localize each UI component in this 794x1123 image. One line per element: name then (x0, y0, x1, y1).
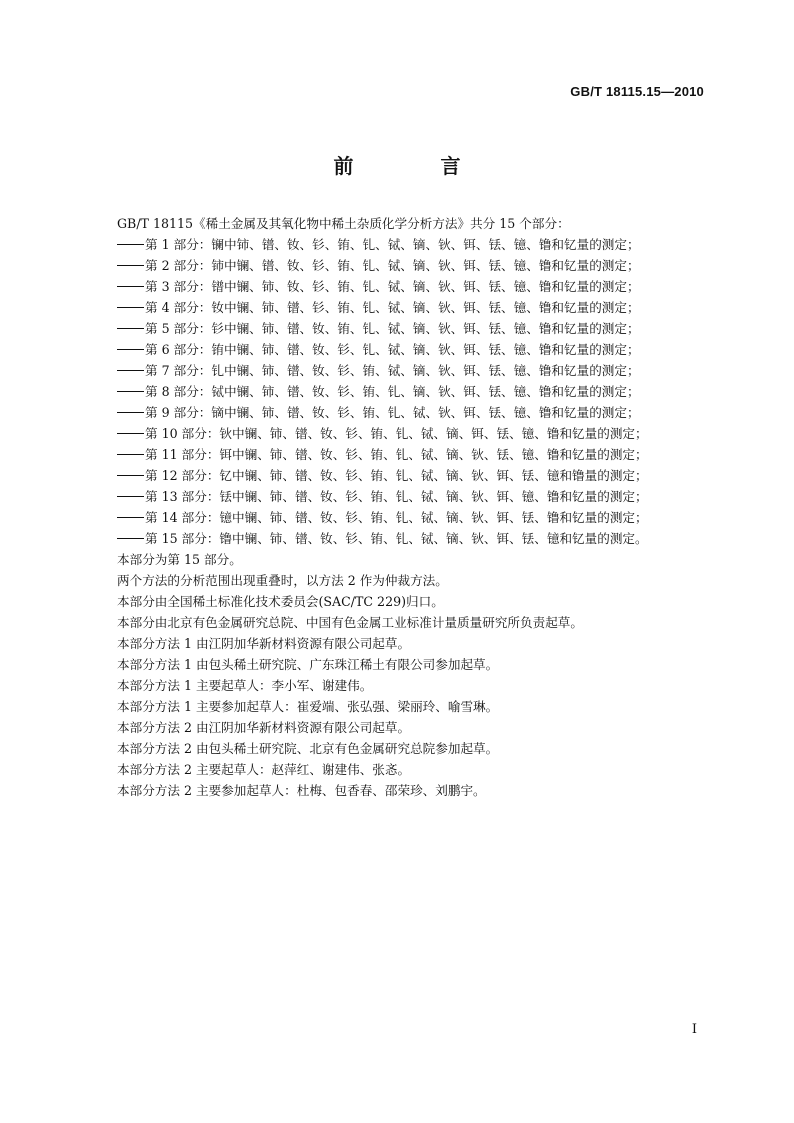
part-text: 第 11 部分：铒中镧、铈、镨、钕、钐、铕、钆、铽、镝、钬、铥、镱、镥和钇量的测定； (145, 447, 648, 462)
part-text: 第 12 部分：钇中镧、铈、镨、钕、钐、铕、钆、铽、镝、钬、铒、铥、镱和镥量的测定； (145, 468, 648, 483)
statement-line: 本部分方法 1 主要参加起草人：崔爱端、张弘强、梁丽玲、喻雪琳。 (117, 699, 499, 714)
statement-line: 本部分由北京有色金属研究总院、中国有色金属工业标准计量质量研究所负责起草。 (117, 615, 583, 630)
part-item (117, 276, 717, 297)
em-dash-icon (117, 349, 144, 350)
part-text: 第 15 部分：镥中镧、铈、镨、钕、钐、铕、钆、铽、镝、钬、铒、铥、镱和钇量的测定。 (145, 531, 648, 546)
em-dash-icon (117, 454, 144, 455)
statement-line: 本部分由全国稀土标准化技术委员会(SAC/TC 229)归口。 (117, 594, 444, 609)
part-item (117, 507, 717, 528)
part-text: 第 13 部分：铥中镧、铈、镨、钕、钐、铕、钆、铽、镝、钬、铒、镱、镥和钇量的测定； (145, 489, 648, 504)
em-dash-icon (117, 244, 144, 245)
part-text: 第 7 部分：钆中镧、铈、镨、钕、钐、铕、铽、镝、钬、铒、铥、镱、镥和钇量的测定； (145, 363, 640, 378)
part-item (117, 339, 717, 360)
part-item (117, 486, 717, 507)
intro-line: GB/T 18115《稀土金属及其氧化物中稀土杂质化学分析方法》共分 15 个部分： (117, 216, 570, 231)
em-dash-icon (117, 328, 144, 329)
statement-line: 本部分方法 2 主要参加起草人：杜梅、包香春、邵荣珍、刘鹏宇。 (117, 783, 486, 798)
part-text: 第 3 部分：镨中镧、铈、钕、钐、铕、钆、铽、镝、钬、铒、铥、镱、镥和钇量的测定； (145, 279, 640, 294)
part-item (117, 528, 717, 549)
em-dash-icon (117, 496, 144, 497)
part-text: 第 9 部分：镝中镧、铈、镨、钕、钐、铕、钆、铽、钬、铒、铥、镱、镥和钇量的测定； (145, 405, 640, 420)
statement-line: 本部分方法 2 主要起草人：赵萍红、谢建伟、张忞。 (117, 762, 411, 777)
statement-line: 本部分方法 2 由江阴加华新材料资源有限公司起草。 (117, 720, 411, 735)
em-dash-icon (117, 517, 144, 518)
part-item (117, 444, 717, 465)
page-title: 前 言 (333, 154, 501, 178)
standard-number: GB/T 18115.15—2010 (570, 84, 704, 99)
statement-line: 本部分方法 1 主要起草人：李小军、谢建伟。 (117, 678, 373, 693)
statements-list (117, 549, 717, 801)
parts-list (117, 234, 717, 549)
em-dash-icon (117, 412, 144, 413)
statement-line: 本部分方法 1 由包头稀土研究院、广东珠江稀土有限公司参加起草。 (117, 657, 499, 672)
part-text: 第 5 部分：钐中镧、铈、镨、钕、铕、钆、铽、镝、钬、铒、铥、镱、镥和钇量的测定； (145, 321, 640, 336)
part-text: 第 8 部分：铽中镧、铈、镨、钕、钐、铕、钆、镝、钬、铒、铥、镱、镥和钇量的测定； (145, 384, 640, 399)
em-dash-icon (117, 475, 144, 476)
part-item (117, 381, 717, 402)
part-text: 第 14 部分：镱中镧、铈、镨、钕、钐、铕、钆、铽、镝、钬、铒、铥、镥和钇量的测定； (145, 510, 648, 525)
part-item (117, 255, 717, 276)
part-text: 第 2 部分：铈中镧、镨、钕、钐、铕、钆、铽、镝、钬、铒、铥、镱、镥和钇量的测定； (145, 258, 640, 273)
em-dash-icon (117, 391, 144, 392)
statement-line: 本部分方法 2 由包头稀土研究院、北京有色金属研究总院参加起草。 (117, 741, 499, 756)
em-dash-icon (117, 286, 144, 287)
part-text: 第 1 部分：镧中铈、镨、钕、钐、铕、钆、铽、镝、钬、铒、铥、镱、镥和钇量的测定； (145, 237, 640, 252)
statement-line: 本部分为第 15 部分。 (117, 552, 242, 567)
part-item (117, 360, 717, 381)
part-item (117, 234, 717, 255)
part-text: 第 10 部分：钬中镧、铈、镨、钕、钐、铕、钆、铽、镝、铒、铥、镱、镥和钇量的测定； (145, 426, 648, 441)
foreword-body (117, 213, 717, 801)
statement-line: 两个方法的分析范围出现重叠时，以方法 2 作为仲裁方法。 (117, 573, 448, 588)
em-dash-icon (117, 538, 144, 539)
statement-line: 本部分方法 1 由江阴加华新材料资源有限公司起草。 (117, 636, 411, 651)
page-number: I (691, 1022, 697, 1037)
em-dash-icon (117, 307, 144, 308)
part-text: 第 6 部分：铕中镧、铈、镨、钕、钐、钆、铽、镝、钬、铒、铥、镱、镥和钇量的测定； (145, 342, 640, 357)
em-dash-icon (117, 370, 144, 371)
part-item (117, 297, 717, 318)
part-item (117, 465, 717, 486)
em-dash-icon (117, 265, 144, 266)
part-item (117, 402, 717, 423)
em-dash-icon (117, 433, 144, 434)
part-item (117, 318, 717, 339)
part-item (117, 423, 717, 444)
part-text: 第 4 部分：钕中镧、铈、镨、钐、铕、钆、铽、镝、钬、铒、铥、镱、镥和钇量的测定； (145, 300, 640, 315)
